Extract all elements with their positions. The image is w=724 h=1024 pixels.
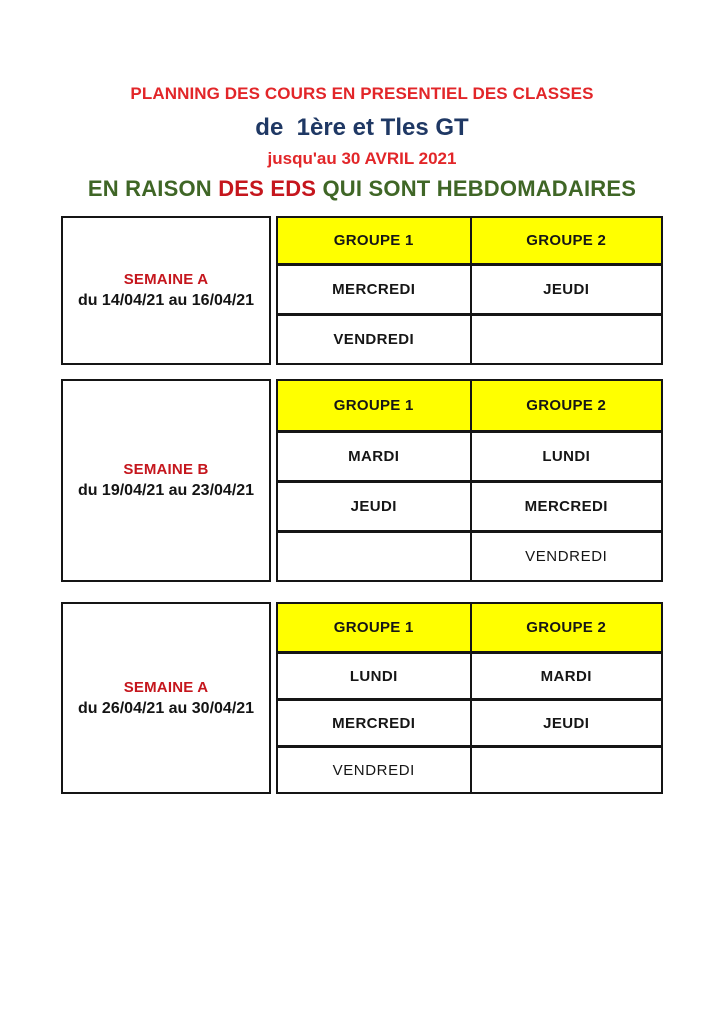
class-title: de 1ère et Tles GT: [255, 114, 469, 142]
week-dates: du 26/04/21 au 30/04/21: [77, 699, 255, 717]
day-cell: VENDREDI: [278, 745, 470, 792]
empty-day-cell: [278, 530, 470, 580]
day-cell: LUNDI: [470, 430, 662, 480]
week-cell: [61, 602, 271, 794]
day-cell: JEUDI: [278, 480, 470, 530]
day-grid: [276, 216, 663, 365]
day-cell: VENDREDI: [278, 313, 470, 363]
group-header-cell: GROUPE 1: [278, 381, 470, 430]
day-grid: [276, 379, 663, 582]
reason-title: [61, 176, 663, 202]
planning-title: PLANNING DES COURS EN PRESENTIEL DES CLASSES: [130, 84, 594, 103]
day-cell: VENDREDI: [470, 530, 662, 580]
page: [61, 0, 663, 794]
schedule-table: [61, 216, 663, 365]
day-cell: MERCREDI: [278, 698, 470, 745]
group-header-cell: GROUPE 2: [470, 218, 662, 263]
week-label: SEMAINE B: [123, 461, 209, 479]
day-cell: MARDI: [278, 430, 470, 480]
day-cell: MARDI: [470, 651, 662, 698]
week-dates: du 14/04/21 au 16/04/21: [77, 292, 255, 310]
day-cell: JEUDI: [470, 263, 662, 313]
day-grid: [276, 602, 663, 794]
day-cell: LUNDI: [278, 651, 470, 698]
day-cell: MERCREDI: [278, 263, 470, 313]
reason-title-segment: QUI SONT HEBDOMADAIRES: [322, 175, 637, 201]
week-label: SEMAINE A: [123, 271, 209, 289]
empty-day-cell: [470, 745, 662, 792]
week-cell: [61, 379, 271, 582]
title-block: [61, 84, 663, 202]
group-header-cell: GROUPE 2: [470, 604, 662, 651]
deadline-title: jusqu'au 30 AVRIL 2021: [267, 148, 457, 168]
schedule-table: [61, 602, 663, 794]
tables-container: [61, 216, 663, 794]
reason-title-segment: EN RAISON: [87, 175, 219, 201]
day-cell: MERCREDI: [470, 480, 662, 530]
group-header-cell: GROUPE 2: [470, 381, 662, 430]
day-cell: JEUDI: [470, 698, 662, 745]
schedule-table: [61, 379, 663, 582]
reason-title-segment: DES EDS: [218, 175, 323, 201]
week-cell: [61, 216, 271, 365]
group-header-cell: GROUPE 1: [278, 218, 470, 263]
empty-day-cell: [470, 313, 662, 363]
week-dates: du 19/04/21 au 23/04/21: [77, 482, 255, 500]
week-label: SEMAINE A: [123, 678, 209, 696]
group-header-cell: GROUPE 1: [278, 604, 470, 651]
